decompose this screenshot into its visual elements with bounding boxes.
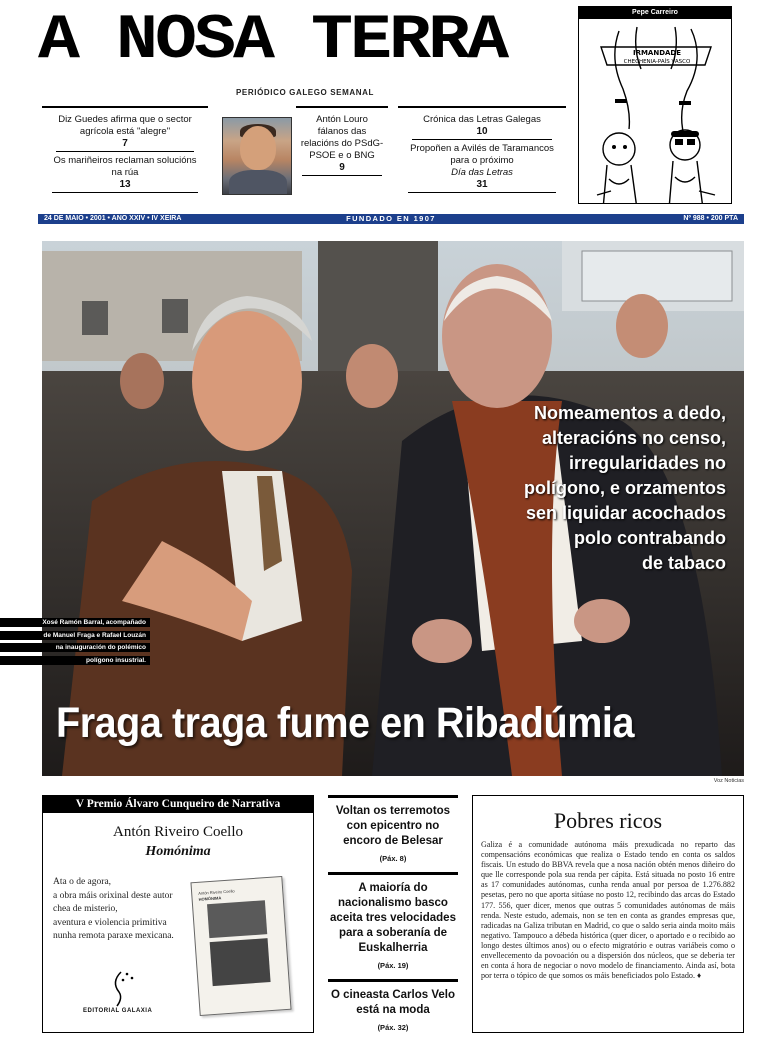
teaser-text: Propoñen a Avilés de Taramancos para o próximo	[410, 143, 554, 166]
issue-date: 24 DE MAIO • 2001 • ANO XXIV • IV XEIRA	[44, 215, 182, 222]
date-bar	[38, 214, 744, 224]
brief-page: (Páx. 19)	[377, 961, 409, 970]
blurb-line: chea de misterio,	[53, 904, 118, 914]
claim-line: polígono, e orzamentos	[523, 478, 726, 498]
lead-photo[interactable]	[42, 241, 744, 776]
claim-line: Nomeamentos a dedo,	[533, 403, 726, 423]
teaser-page: 7	[122, 138, 128, 149]
photo-caption	[0, 618, 150, 668]
claim-line: polo contrabando	[574, 528, 726, 548]
founded-label: FUNDADO EN 1907	[346, 214, 436, 223]
lead-claim	[496, 401, 726, 576]
masthead-title: A NOSA TERRA	[38, 5, 507, 77]
issue-number-price: Nº 988 • 200 PTA	[683, 215, 738, 222]
brief-text: O cineasta Carlos Velo está na moda	[330, 989, 455, 1016]
teaser-page: 10	[476, 126, 488, 137]
teaser-text: Os mariñeiros reclaman solucións na rúa	[53, 155, 197, 178]
brief-text: Voltan os terremotos con epicentro no encoro de Belesar	[335, 805, 451, 847]
brief-item[interactable]	[328, 988, 458, 1035]
teaser-left[interactable]	[42, 106, 208, 193]
lead-headline[interactable]: Fraga traga fume en Ribadúmia	[56, 699, 635, 747]
prize-ad[interactable]	[42, 795, 314, 1033]
brief-page: (Páx. 32)	[377, 1023, 409, 1032]
prize-author: Antón Riveiro Coello	[113, 824, 243, 840]
teaser-text: Diz Guedes afirma que o sector agrícola está "alegre"	[58, 114, 192, 137]
prize-band: V Premio Álvaro Cunqueiro de Narrativa	[43, 796, 313, 813]
claim-line: sen liquidar acochados	[525, 503, 726, 523]
claim-line: irregularidades no	[568, 453, 726, 473]
briefs-column	[328, 795, 458, 1035]
teaser-item[interactable]	[398, 140, 566, 191]
blurb-line: a obra máis orixinal deste autor	[53, 890, 173, 901]
blurb-line: aventura e violencia primitiva	[53, 917, 167, 928]
caption-line: Xosé Ramón Barral, acompañado	[0, 618, 150, 627]
teaser-item[interactable]	[42, 108, 208, 150]
blurb-line: nunha remota paraxe mexicana.	[53, 931, 174, 941]
prize-book-title: Homónima	[145, 844, 211, 859]
teaser-text: Crónica das Letras Galegas	[423, 114, 541, 125]
teaser-page: 13	[119, 179, 131, 190]
cartoon	[578, 6, 732, 204]
teaser-page: 9	[339, 162, 345, 173]
claim-line: alteracións no censo,	[541, 428, 726, 448]
publisher-logo-icon	[101, 968, 141, 1008]
teaser-page: 31	[476, 179, 488, 190]
cartoon-banner-line2: CHECHENIA-PAÍS VASCO	[623, 59, 691, 65]
photo-credit: Voz Noticias	[713, 778, 744, 784]
masthead-subtitle: PERIÓDICO GALEGO SEMANAL	[236, 88, 374, 97]
teaser-middle[interactable]	[296, 106, 388, 176]
prize-blurb	[53, 876, 203, 944]
cartoon-banner-line1: IRMANDADE	[632, 49, 682, 57]
editorial-box	[472, 795, 744, 1033]
brief-item[interactable]	[328, 804, 458, 866]
teaser-item[interactable]	[398, 108, 566, 138]
caption-line: na inauguración do polémico	[0, 643, 150, 652]
brief-item[interactable]	[328, 881, 458, 973]
teaser-text-italic: Día das Letras	[451, 167, 513, 178]
cartoon-drawing	[579, 19, 732, 204]
editorial-body: Galiza é a comunidade autónoma máis prexudicada no reparto das compensacións económicas que realiza o Estado tendo en conta os saldos fiscais. Un estudo do BBVA revela que a nosa nación obtén menos diñeiro do que lle corresponde pola sua renda per cápita. Está situada no posto 16 entre as 17 comunidades autónomas, cunha renda anual por persoa de 1.276.882 pesetas, pero no que aporta sitúase no posto 12, recibindo das arcas do Estado 177. 556, quer dicer, menos que outras 5 comunidades autónomas de máis renda. Neste estudo, ademais, non se ten en conta as grandes empresas que, radicadas na Galiza tributan en Madrid, co que o saldo seria ainda moito máis negativo. Tampouco a débeda histórica (quer dicer, o aportado e o recibido ao longo destes últimos anos) ou o efecto migratório e outras variábeis como o envellecemento da povoación ou a dispersión dos núcleos, que se deberia ter en conta á hora de negociar o novo modelo de financiamento. Ainda así, bota por terra o tópico de que somos os máis beneficiados polo Estado. ♦	[481, 840, 735, 981]
caption-line: polígono insustrial.	[0, 656, 150, 665]
teaser-item[interactable]	[42, 152, 208, 191]
caption-line: de Manuel Fraga e Rafael Louzán	[0, 631, 150, 640]
blurb-line: Ata o de agora,	[53, 877, 112, 887]
teaser-text: Antón Louro fálanos das relacións do PSdG-PSOE e o BNG	[300, 114, 384, 161]
cover-title: HOMÓNIMA	[198, 895, 222, 902]
claim-line: de tabaco	[641, 553, 726, 573]
brief-text: A maioría do nacionalismo basco aceita tres velocidades para a soberanía de Euskalherria	[330, 882, 456, 954]
cartoon-credit: Pepe Carreiro	[579, 7, 731, 19]
teaser-right[interactable]	[398, 106, 566, 193]
publisher-name: EDITORIAL GALAXIA	[83, 1008, 153, 1014]
book-cover	[190, 876, 291, 1016]
teaser-photo	[222, 117, 292, 195]
cover-author: Antón Riveiro Coello	[198, 888, 235, 896]
brief-page: (Páx. 8)	[379, 854, 407, 863]
editorial-title[interactable]: Pobres ricos	[553, 808, 663, 833]
